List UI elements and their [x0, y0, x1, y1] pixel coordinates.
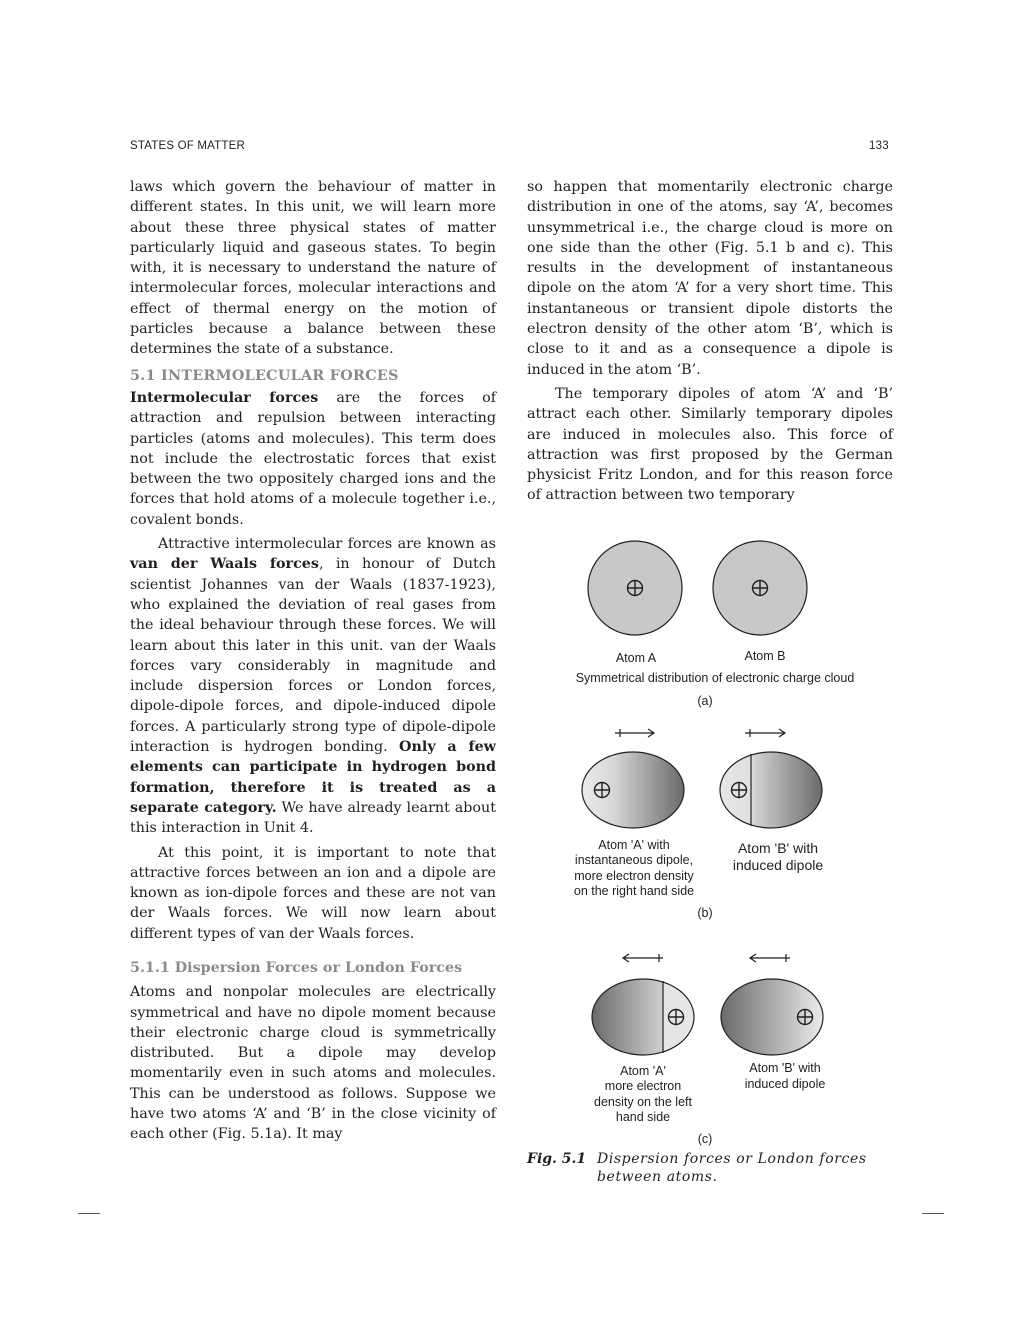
label-line: on the right hand side	[573, 884, 695, 898]
caption-number: Fig. 5.1	[527, 1151, 587, 1167]
right-column	[527, 177, 893, 506]
panel-label-c: (c)	[697, 1132, 713, 1146]
section-heading: 5.1 INTERMOLECULAR FORCES	[130, 367, 399, 384]
crop-mark	[78, 1213, 100, 1214]
atom-a-symmetric	[588, 541, 682, 635]
label-line: induced dipole	[732, 857, 824, 873]
figure-caption	[527, 1150, 893, 1185]
label-line: Atom 'B' with	[749, 1061, 821, 1075]
label-desc-a: Symmetrical distribution of electronic charge cloud	[575, 671, 855, 685]
paragraph: laws which govern the behaviour of matter in different states. In this unit, we will learn more about these three physical states of matter particularly liquid and gaseous states. To begin with, it is necessary to understand the nature of intermolecular forces, molecular interactions and effect of thermal energy on the motion of particles because a balance between these determines the state of a substance.	[130, 179, 496, 358]
atom-b-symmetric	[713, 541, 807, 635]
label-atom-a: Atom A	[615, 651, 657, 665]
atom-b-induced-dipole	[720, 752, 822, 828]
text: , in honour of Dutch scientist Johannes van der Waals (1837-1923), who explained the deviation of real gases from the ideal behaviour through these forces. We will learn about this later in this unit. van der Waals forces vary considerably in magnitude and include dispersion forces or London forces, dipole-dipole forces, and dipole-induced dipole forces. A particularly strong type of dipole-dipole interaction is hydrogen bonding.	[130, 556, 496, 756]
nucleus-plus-icon	[753, 581, 768, 596]
paragraph: so happen that momentarily electronic charge distribution in one of the atoms, say ‘A’, becomes unsymmetrical i.e., the charge cloud is more on one side than the other (Fig. 5.1 b and c). This results in the development of instantaneous dipole on the atom ‘A’ for a very short time. This instantaneous or transient dipole distorts the electron density of the other atom ‘B’, which is close to it and as a consequence a dipole is induced in the atom ‘B’.	[527, 179, 893, 378]
atom-a-left-dipole	[592, 979, 694, 1055]
running-title: STATES OF MATTER	[130, 140, 246, 152]
text: Attractive intermolecular forces are known as	[158, 536, 496, 553]
label-line: Atom 'A' with	[598, 838, 670, 852]
dipole-arrow-left-icon	[623, 954, 790, 962]
bold-term: Intermolecular forces	[130, 389, 319, 406]
paragraph: At this point, it is important to note that attractive forces between an ion and a dipole are known as ion-dipole forces and these are not van der Waals forces. We will now learn about different types of van der Waals forces.	[130, 844, 496, 942]
paragraph: Atoms and nonpolar molecules are electrically symmetrical and have no dipole moment because their electronic charge cloud is symmetrically distributed. But a dipole may develop momentarily even in such atoms and molecules. This can be understood as follows. Suppose we have two atoms ‘A’ and ‘B’ in the close vicinity of each other (Fig. 5.1a). It may	[130, 984, 496, 1143]
text: are the forces of attraction and repulsion between interacting particles (atoms and molecules). This term does not include the electrostatic forces that exist between the two oppositely charged ions and the forces that hold atoms of a molecule together i.e., covalent bonds.	[130, 389, 496, 528]
atom-b-left-induced-dipole	[721, 979, 823, 1055]
subsection-heading: 5.1.1 Dispersion Forces or London Forces	[130, 959, 463, 976]
nucleus-plus-icon	[628, 581, 643, 596]
dipole-arrow-icon	[615, 729, 785, 737]
bold-statement: Only a few elements can participate in hydrogen bond formation, therefore it is treated as a separate category.	[130, 739, 496, 816]
paragraph: The temporary dipoles of atom ‘A’ and ‘B’ attract each other. Similarly temporary dipoles are induced in molecules also. This force of attraction was first proposed by the German physicist Fritz London, and for this reason force of attraction between two temporary	[527, 385, 893, 504]
caption-text: Dispersion forces or London forces between atoms.	[597, 1151, 867, 1185]
label-line: instantaneous dipole,	[574, 853, 694, 867]
label-line: more electron	[604, 1079, 682, 1093]
bold-term: van der Waals forces	[130, 556, 319, 573]
left-column	[130, 177, 496, 1145]
panel-label-a: (a)	[697, 694, 713, 708]
atom-a-instantaneous-dipole	[582, 752, 684, 828]
page-number: 133	[869, 140, 889, 152]
label-line: induced dipole	[744, 1077, 826, 1091]
text: We have already learnt about this interaction in Unit 4.	[130, 799, 496, 837]
label-line: Atom 'A'	[620, 1064, 666, 1078]
paragraph	[130, 388, 496, 530]
label-line: Atom 'B' with	[737, 840, 819, 856]
label-line: density on the left	[594, 1095, 692, 1109]
panel-label-b: (b)	[697, 906, 713, 920]
label-line: more electron density	[574, 869, 694, 883]
label-line: hand side	[615, 1110, 671, 1124]
paragraph	[130, 534, 496, 838]
label-atom-b: Atom B	[744, 649, 786, 663]
crop-mark	[922, 1213, 944, 1214]
